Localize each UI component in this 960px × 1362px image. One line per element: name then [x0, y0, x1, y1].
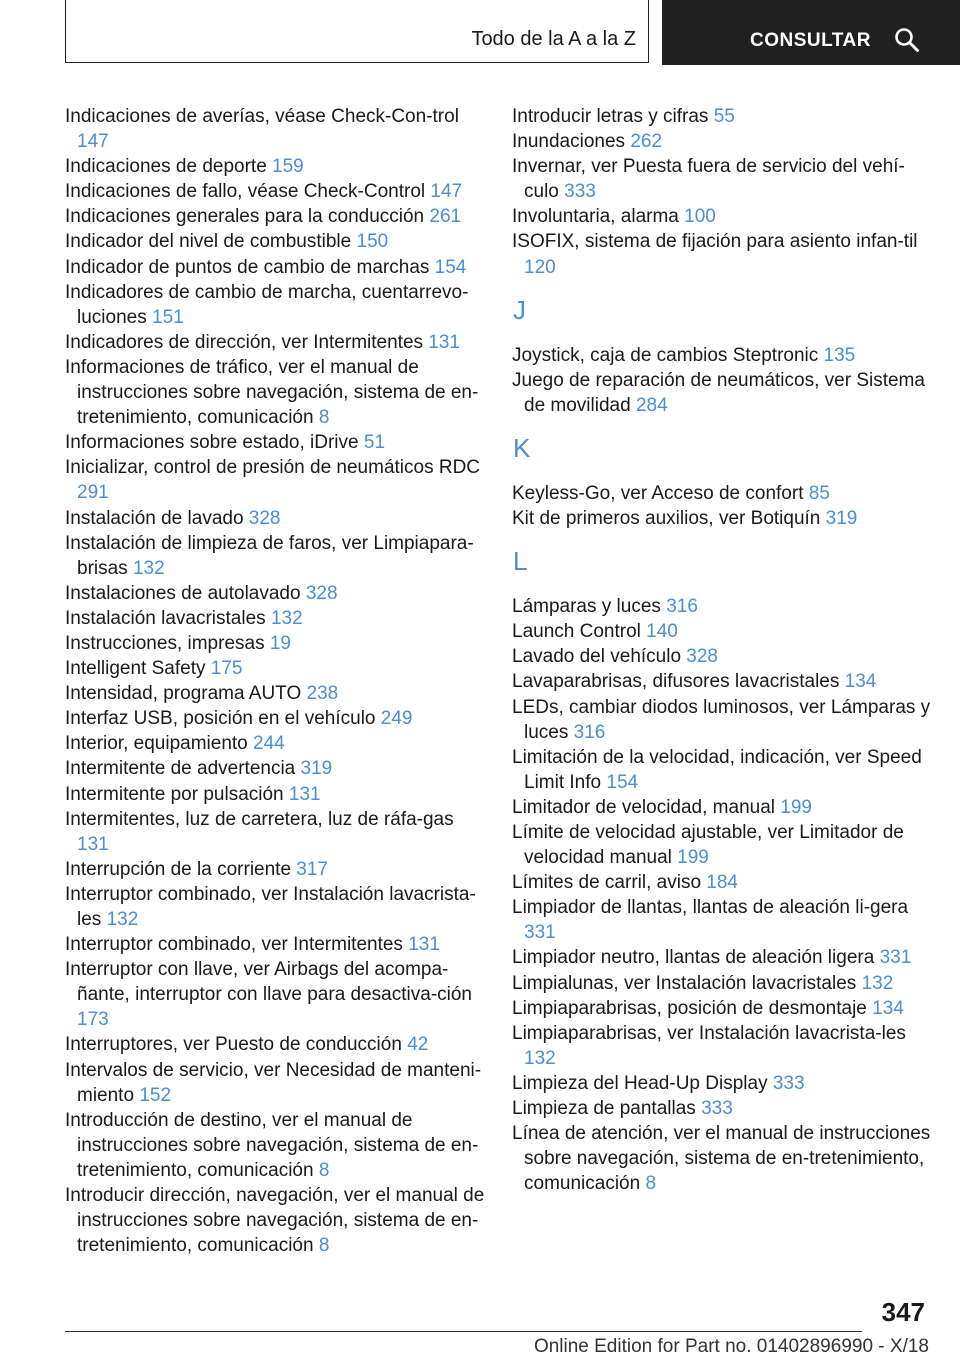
- section-letter: L: [513, 546, 528, 577]
- index-entry: [65, 1032, 485, 1057]
- page-link[interactable]: 8: [318, 1235, 330, 1257]
- index-tab[interactable]: [65, 0, 649, 63]
- index-entry: [65, 731, 485, 756]
- index-entry: [512, 594, 932, 619]
- index-entry-text: Inundaciones: [512, 131, 626, 153]
- index-entry: [512, 745, 932, 795]
- index-entry: [65, 229, 485, 254]
- page-link[interactable]: 291: [77, 482, 109, 504]
- index-entry: [65, 255, 485, 280]
- index-entry-text: Indicador del nivel de combustible: [65, 231, 352, 253]
- index-entry-text: Intelligent Safety: [65, 658, 206, 680]
- index-entry-text: Lavaparabrisas, difusores lavacristales: [512, 671, 840, 693]
- index-entry-text: Involuntaria, alarma: [512, 206, 679, 228]
- index-entry-text: Launch Control: [512, 621, 641, 643]
- page-link[interactable]: 317: [296, 858, 328, 880]
- index-entry: [65, 631, 485, 656]
- page-link[interactable]: 51: [363, 432, 386, 454]
- index-entry-text: Indicadores de dirección, ver Intermitentes: [65, 331, 424, 353]
- index-entry: [65, 1058, 485, 1108]
- index-entry-text: Intensidad, programa AUTO: [65, 683, 302, 705]
- index-entry: [65, 355, 485, 430]
- index-entry-text: Lámparas y luces: [512, 596, 661, 618]
- page-link[interactable]: 316: [573, 721, 606, 743]
- index-entry: [65, 179, 485, 204]
- index-entry: [512, 1096, 932, 1121]
- index-entry-text: Instalación lavacristales: [65, 607, 266, 629]
- index-entry: [512, 795, 932, 820]
- index-entry-text: Interruptor con llave, ver Airbags del acompa-ñante, interruptor con llave para desactiva-ción: [65, 959, 473, 1006]
- page-link[interactable]: 8: [318, 1159, 330, 1181]
- page-link[interactable]: 333: [564, 181, 596, 203]
- search-icon[interactable]: [894, 27, 920, 53]
- index-entry-text: Indicaciones de deporte: [65, 156, 267, 178]
- page-link[interactable]: 261: [429, 206, 462, 228]
- footer-divider: [65, 1331, 862, 1332]
- index-entry-text: Limpiador neutro, llantas de aleación ligera: [512, 947, 875, 969]
- index-entry-text: LEDs, cambiar diodos luminosos, ver Lámparas y luces: [512, 696, 931, 743]
- index-entry-text: Limitador de velocidad, manual: [512, 796, 775, 818]
- index-entry-text: Joystick, caja de cambios Steptronic: [512, 344, 819, 366]
- index-entry-text: Interfaz USB, posición en el vehículo: [65, 708, 376, 730]
- consult-tab[interactable]: [662, 0, 960, 65]
- index-entry-text: Límites de carril, aviso: [512, 872, 702, 894]
- index-entry-text: Limpialunas, ver Instalación lavacristales: [512, 972, 857, 994]
- page-link[interactable]: 249: [380, 708, 413, 730]
- index-entry-text: ISOFIX, sistema de fijación para asiento infan-til: [512, 231, 918, 253]
- index-entry-text: Indicaciones de fallo, véase Check-Control: [65, 181, 426, 203]
- page-link[interactable]: 132: [270, 607, 303, 629]
- index-entry: [512, 1121, 932, 1196]
- index-entry-text: Límite de velocidad ajustable, ver Limitador de velocidad manual: [512, 821, 904, 869]
- index-entry: [512, 695, 932, 745]
- section-letter: J: [513, 294, 526, 325]
- index-entry: [512, 368, 932, 418]
- index-entry: [65, 807, 485, 857]
- consult-tab-label: CONSULTAR: [750, 30, 871, 51]
- index-entry: [65, 932, 485, 957]
- index-entry-text: Intermitentes, luz de carretera, luz de ráfa-gas: [65, 808, 454, 830]
- page-link[interactable]: 199: [780, 796, 812, 818]
- page-link[interactable]: 85: [808, 482, 830, 504]
- index-entry-text: Instalación de limpieza de faros, ver Limpiapara-brisas: [65, 532, 474, 579]
- page-link[interactable]: 175: [210, 658, 243, 680]
- index-entry: [65, 606, 485, 631]
- page-link[interactable]: 132: [524, 1047, 556, 1069]
- index-entry: [65, 756, 485, 781]
- index-entry-text: Interruptor combinado, ver Intermitentes: [65, 934, 403, 956]
- index-entry-text: Juego de reparación de neumáticos, ver Sistema de movilidad: [512, 369, 925, 416]
- index-entry: [65, 154, 485, 179]
- index-entry: [65, 1183, 485, 1258]
- index-entry-text: Interrupción de la corriente: [65, 858, 292, 880]
- index-column-left: [65, 104, 485, 1258]
- index-entry: [65, 330, 485, 355]
- index-entry-text: Línea de atención, ver el manual de instrucciones sobre navegación, sistema de en-tretenimiento, comunicación: [512, 1123, 931, 1195]
- page-link[interactable]: 199: [677, 847, 709, 869]
- index-entry: [65, 882, 485, 932]
- page-link[interactable]: 147: [430, 181, 463, 203]
- index-entry: [65, 506, 485, 531]
- index-entry-text: Informaciones sobre estado, iDrive: [65, 432, 359, 454]
- page-link[interactable]: 8: [645, 1173, 657, 1195]
- page-link[interactable]: 154: [434, 256, 467, 278]
- index-entry: [512, 1021, 932, 1071]
- page-link[interactable]: 173: [77, 1009, 109, 1031]
- index-entry-text: Indicaciones generales para la conducción: [65, 206, 425, 228]
- index-entry: [512, 619, 932, 644]
- index-entry-text: Keyless-Go, ver Acceso de confort: [512, 482, 804, 504]
- page-link[interactable]: 316: [666, 596, 698, 618]
- index-entry-text: Indicaciones de averías, véase Check-Con-trol: [65, 106, 459, 127]
- page-link[interactable]: 42: [407, 1034, 429, 1056]
- index-entry: [65, 455, 485, 505]
- page-link[interactable]: 135: [823, 344, 856, 366]
- page-link[interactable]: 147: [77, 131, 109, 153]
- page-link[interactable]: 333: [772, 1072, 805, 1094]
- index-entry: [512, 481, 932, 506]
- index-entry-text: Interruptor combinado, ver Instalación lavacrista-les: [65, 883, 476, 930]
- page-link[interactable]: 150: [356, 231, 389, 253]
- page-number: 347: [881, 1297, 925, 1327]
- index-entry: [65, 104, 485, 154]
- index-entry-text: Informaciones de tráfico, ver el manual de instrucciones sobre navegación, sistema de en-tretenimiento, comunicación: [65, 356, 479, 429]
- index-entry-text: Lavado del vehículo: [512, 646, 682, 668]
- page-link[interactable]: 132: [106, 909, 139, 930]
- index-entry-text: Intervalos de servicio, ver Necesidad de manteni-miento: [65, 1059, 482, 1106]
- page-link[interactable]: 184: [706, 872, 738, 894]
- index-entry-text: Invernar, ver Puesta fuera de servicio del vehí-culo: [512, 156, 905, 203]
- page-link[interactable]: 19: [269, 632, 291, 654]
- page-link[interactable]: 328: [248, 507, 281, 529]
- page-link[interactable]: 134: [872, 997, 904, 1019]
- index-entry-text: Interruptores, ver Puesto de conducción: [65, 1034, 402, 1056]
- page-link[interactable]: 284: [635, 394, 668, 416]
- index-entry: [512, 820, 932, 870]
- index-entry: [65, 1108, 485, 1183]
- page-link[interactable]: 132: [861, 972, 894, 994]
- page-link[interactable]: 244: [253, 733, 285, 755]
- page-link[interactable]: 131: [288, 783, 321, 805]
- index-entry: [512, 945, 932, 970]
- page-link[interactable]: 262: [630, 131, 663, 153]
- index-entry-text: Introducir dirección, navegación, ver el manual de instrucciones sobre navegación, sistema de en-tretenimiento, comunicación: [65, 1185, 485, 1257]
- page-link[interactable]: 154: [606, 771, 639, 793]
- index-entry: [512, 644, 932, 669]
- index-entry-text: Limpiaparabrisas, ver Instalación lavacrista-les: [512, 1022, 906, 1044]
- index-entry: [65, 857, 485, 882]
- index-entry: [512, 104, 932, 129]
- index-entry: [65, 204, 485, 229]
- index-entry: [65, 581, 485, 606]
- page-link[interactable]: 328: [686, 646, 718, 668]
- index-entry-text: Instalaciones de autolavado: [65, 582, 301, 604]
- index-entry: [65, 957, 485, 1032]
- index-entry: [65, 656, 485, 681]
- page-link[interactable]: 100: [684, 206, 716, 228]
- page-link[interactable]: 238: [306, 683, 339, 705]
- page-link[interactable]: 131: [77, 833, 109, 855]
- index-entry-text: Indicador de puntos de cambio de marchas: [65, 256, 430, 278]
- page-link[interactable]: 159: [272, 156, 304, 178]
- index-entry: [512, 343, 932, 368]
- index-entry: [65, 681, 485, 706]
- page-link[interactable]: 134: [844, 671, 877, 693]
- index-entry-text: Introducir letras y cifras: [512, 106, 709, 127]
- index-entry: [512, 870, 932, 895]
- index-entry-text: Limpieza del Head-Up Display: [512, 1072, 768, 1094]
- page-header: [0, 0, 960, 66]
- index-entry: [65, 280, 485, 330]
- index-column-right: [512, 104, 932, 1196]
- index-entry-text: Limitación de la velocidad, indicación, ver Speed Limit Info: [512, 746, 922, 793]
- index-entry-text: Intermitente por pulsación: [65, 783, 284, 805]
- index-entry-text: Kit de primeros auxilios, ver Botiquín: [512, 508, 821, 530]
- index-entry-text: Instrucciones, impresas: [65, 632, 265, 654]
- page-link[interactable]: 55: [713, 106, 735, 127]
- page-link[interactable]: 331: [879, 947, 912, 969]
- index-entry: [512, 669, 932, 694]
- index-entry-text: Limpiador de llantas, llantas de aleación li-gera: [512, 897, 909, 919]
- index-entry-text: Indicadores de cambio de marcha, cuentarrevo-luciones: [65, 281, 469, 328]
- section-letter: K: [513, 432, 531, 463]
- index-entry-text: Introducción de destino, ver el manual de instrucciones sobre navegación, sistema de en-tretenimiento, comunicación: [65, 1109, 479, 1181]
- page-link[interactable]: 333: [701, 1098, 733, 1119]
- index-entry: [512, 895, 932, 945]
- index-entry-text: Inicializar, control de presión de neumáticos RDC: [65, 457, 481, 479]
- index-entry-text: Interior, equipamiento: [65, 733, 248, 755]
- index-entry-text: Instalación de lavado: [65, 507, 244, 529]
- page-link[interactable]: 319: [300, 758, 333, 780]
- page-link[interactable]: 132: [132, 557, 165, 579]
- index-entry: [65, 531, 485, 581]
- page-link[interactable]: 331: [524, 922, 556, 944]
- page-link[interactable]: 120: [524, 256, 556, 278]
- index-tab-label: Todo de la A a la Z: [471, 28, 636, 50]
- index-entry-text: Limpieza de pantallas: [512, 1098, 696, 1119]
- index-entry: [65, 782, 485, 807]
- page-link[interactable]: 131: [408, 934, 440, 956]
- index-entry: [512, 129, 932, 154]
- page-link[interactable]: 319: [825, 508, 858, 530]
- index-entry: [65, 706, 485, 731]
- page-link[interactable]: 131: [428, 331, 460, 353]
- index-entry: [512, 204, 932, 229]
- index-entry-text: Limpiaparabrisas, posición de desmontaje: [512, 997, 867, 1019]
- index-entry: [512, 971, 932, 996]
- edition-text: Online Edition for Part no. 01402896990 - X/18: [533, 1336, 929, 1357]
- index-entry: [65, 430, 485, 455]
- page-link[interactable]: 151: [152, 306, 184, 328]
- index-entry: [512, 506, 932, 531]
- page-link[interactable]: 152: [139, 1084, 172, 1106]
- index-entry: [512, 996, 932, 1021]
- index-entry: [512, 229, 932, 279]
- page-link[interactable]: 8: [318, 407, 330, 429]
- page-link[interactable]: 140: [646, 621, 678, 643]
- page-link[interactable]: 328: [305, 582, 338, 604]
- index-entry-text: Intermitente de advertencia: [65, 758, 296, 780]
- index-entry: [512, 1071, 932, 1096]
- index-entry: [512, 154, 932, 204]
